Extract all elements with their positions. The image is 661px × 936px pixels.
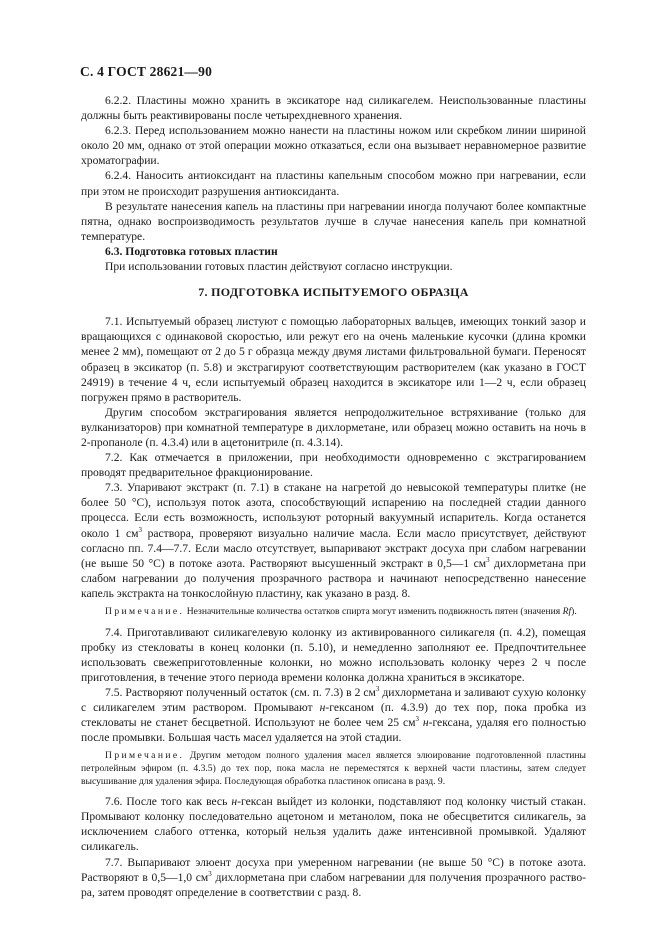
text-run: раствора, проверяют визуально наличие масла. Если масло присутствует, действуют согласно пп. 7.4—7.7. Если масло отсутствует, выпаривают экстракт досуха при слабом нагревании (не выше 50 °С) в потоке азота. Растворяют высушенный экстракт в 0,5—1 см	[81, 526, 586, 570]
running-head: С. 4 ГОСТ 28621—90	[80, 64, 213, 79]
note-rf: Rf	[562, 606, 572, 617]
paragraph-7-3	[81, 480, 586, 601]
text-run: 7.7. Выпаривают элюент досуха при умеренном нагревании (не выше 50 °С) в потоке азота. Растворяют в 0,5—1,0 см	[81, 855, 586, 884]
italic-n: н	[231, 795, 238, 809]
superscript: 3	[208, 869, 212, 878]
text-run: дихлорметана при слабом нагревании для получения прозрачного раствора, затем проводят определение в соответствии с разд. 8.	[81, 870, 587, 899]
note-text: ).	[571, 606, 577, 617]
note-label: Примечание.	[105, 606, 185, 617]
italic-n: н	[422, 716, 429, 730]
text-run: 7.5. Растворяют полученный остаток (см. п. 7.3) в 2 см	[105, 685, 376, 699]
subsection-heading-6-3	[81, 244, 586, 259]
note-text: Незначительные количества остатков спирта могут изменить подвижность пятен (значения	[184, 606, 563, 617]
paragraph-6-2-3: 6.2.3. Перед использованием можно нанести на пластины ножом или скребком линии шириной около 20 мм, однако от этой операции можно отказаться, если она вызывает неравномерное развитие хроматографии.	[81, 124, 586, 168]
superscript: 3	[138, 525, 142, 534]
text-run: дихлорметана при слабом нагревании до получения прозрачного раствора и начинают непосредственно нанесение капель экстракта на тонкослойную пластину, как указано в разд. 8.	[81, 556, 587, 600]
text-run: -гексана, удаляя его полностью после промывки. Большая часть масел удаляется на этой стадии.	[81, 716, 586, 745]
paragraph-7-5	[81, 685, 586, 745]
paragraph-7-6	[81, 794, 586, 854]
note-1	[81, 606, 586, 619]
superscript: 3	[375, 685, 380, 694]
subsection-number: 6.3.	[105, 244, 123, 258]
superscript: 3	[415, 715, 419, 724]
text-run: -гексаном (п. 4.3.9) до тех пор, пока пробка из стекловаты не станет бесцветной. Используют не более чем 25 см	[81, 701, 586, 730]
paragraph-other-method: Другим способом экстрагирования является непродолжительное встряхивание (только для вулканизаторов) при комнатной температуре в дихлорметане, или образец можно оставить на ночь в 2-пропаноле (п. 4.3.4) или в ацетонитриле (п. 4.3.14).	[81, 405, 586, 449]
paragraph-7-1: 7.1. Испытуемый образец листуют с помощью лабораторных вальцев, имеющих тонкий зазор и вращающихся с одинаковой скоростью, или режут его на очень маленькие кусочки (длина кромки менее 2 мм), помещают от 2 до 5 г образца между двумя листами фильтровальной бумаги. Переносят образец в эксикатор (п. 5.8) и экстрагируют соответствующим растворителем (как указано в ГОСТ 24919) в течение 4 ч, если испытуемый образец находится в эксикаторе или 1—2 ч, если образец погружен прямо в растворитель.	[81, 315, 586, 404]
note-label: Примечание.	[105, 750, 185, 762]
subsection-title: Подготовка готовых пластин	[125, 244, 278, 258]
text-run: -гексан выйдет из колонки, подставляют под колонку чистый стакан. Промывают колонку последовательно ацетоном и метанолом, пока не обесцветится силикагель, за исключением слабого оттенка, который нельзя удалить даже интенсивной промывкой. Удаляют силикагель.	[81, 795, 586, 854]
note-2	[81, 750, 586, 788]
text-run: 7.3. Упаривают экстракт (п. 7.1) в стакане на нагретой до невысокой температуры плитке (не более 50 °С), используя поток азота, способствующий испарению на последней стадии данного процесса. Если есть возможность, используют роторный вакуумный испаритель. Когда останется около 1 см	[81, 481, 586, 540]
text-run: 7.6. После того как весь	[105, 795, 232, 809]
superscript: 3	[486, 555, 490, 564]
italic-n: н	[319, 701, 326, 715]
section-title-7: 7. ПОДГОТОВКА ИСПЫТУЕМОГО ОБРАЗЦА	[198, 285, 469, 300]
text-run: дихлорметана и заливают сухую колонку с силикагелем этим раствором. Промывают	[81, 685, 586, 715]
paragraph-6-2-2: 6.2.2. Пластины можно хранить в эксикаторе над силикагелем. Неиспользованные пластины должны быть реактивированы после четырехдневного хранения.	[81, 94, 586, 123]
paragraph-6-3: При использовании готовых пластин действуют согласно инструкции.	[105, 260, 453, 274]
document-body	[81, 93, 586, 900]
paragraph-6-2-4: 6.2.4. Наносить антиоксидант на пластины капельным способом можно при нагревании, если при этом не происходит разрушения антиоксиданта.	[81, 169, 586, 198]
paragraph-7-4: 7.4. Приготавливают силикагелевую колонку из активированного силикагеля (п. 4.2), помещая пробку из стекловаты в конец колонки (п. 5.10), и немедленно заполняют ее. Предпочтительнее использовать свежеприготовленные колонки, но можно использовать колонку через 2 ч после приготовления, в течение этого периода времени колонка должна храниться в эксикаторе.	[81, 625, 586, 684]
paragraph-7-7	[81, 855, 586, 900]
paragraph-7-2: 7.2. Как отмечается в приложении, при необходимости одновременно с экстрагированием проводят предварительное фракционирование.	[81, 451, 586, 480]
paragraph-drops: В результате нанесения капель на пластины при нагревании иногда получают более компактные пятна, однако воспроизводимость результатов лучше в случае нанесения капель при комнатной температуре.	[81, 199, 586, 243]
note-text: Другим методом полного удаления масел является элюирование подготовленной пластины петролейным эфиром (п. 4.3.5) до тех пор, пока масла не переместятся к верхней части пластины, затем следует высушивание для удаления эфира. Последующая обработка пластинок описана в разд. 9.	[81, 750, 586, 787]
